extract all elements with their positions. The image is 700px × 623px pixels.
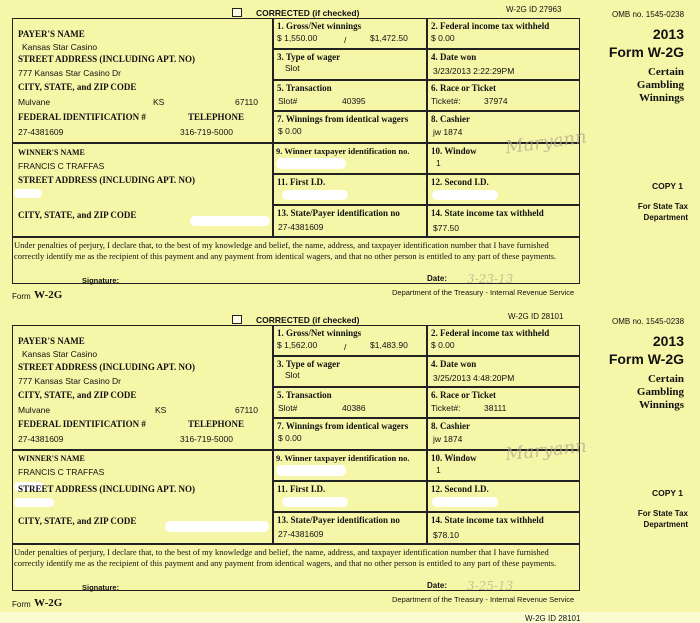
box-1-net: $1,472.50 bbox=[370, 33, 408, 43]
payer-street: 777 Kansas Star Casino Dr bbox=[18, 68, 121, 78]
box-7-label: 7. Winnings from identical wagers bbox=[277, 421, 409, 431]
box-2-label: 2. Federal income tax withheld bbox=[431, 21, 550, 31]
box-11-label: 11. First I.D. bbox=[277, 177, 326, 187]
bottom-form-id: W-2G ID 28101 bbox=[525, 614, 581, 623]
fed-id-label: FEDERAL IDENTIFICATION # bbox=[18, 419, 146, 429]
redaction bbox=[165, 521, 269, 532]
winner-name-label: WINNER'S NAME bbox=[18, 148, 85, 157]
payer-city-label: CITY, STATE, and ZIP CODE bbox=[18, 82, 137, 92]
box-12-label: 12. Second I.D. bbox=[431, 484, 489, 494]
form-id: W-2G ID 28101 bbox=[508, 312, 564, 321]
payer-name: Kansas Star Casino bbox=[22, 42, 98, 52]
form-subtitle-certain: Certain bbox=[647, 373, 684, 385]
box-1-label: 1. Gross/Net winnings bbox=[277, 328, 362, 338]
perjury-text: Under penalties of perjury, I declare that, to the best of my knowledge and belief, the name, address, and taxpayer identification number that I have furnished correctly identify me as the recipient of this payment and any payment from identical wagers, and that no other person is entitled to any part of these payments. bbox=[14, 547, 557, 568]
telephone-label: TELEPHONE bbox=[188, 419, 245, 429]
box-4-value: 3/23/2013 2:22:29PM bbox=[433, 66, 515, 76]
state-dept-label: For State Tax Department bbox=[637, 509, 688, 529]
box-1-gross: $ 1,562.00 bbox=[277, 340, 318, 350]
box-6-label: 6. Race or Ticket bbox=[431, 390, 496, 400]
payer-state: KS bbox=[155, 405, 167, 415]
payer-state: KS bbox=[153, 97, 165, 107]
box-10-label: 10. Window bbox=[431, 453, 477, 463]
copy-label: COPY 1 bbox=[652, 181, 684, 191]
box-14-label: 14. State income tax withheld bbox=[431, 515, 544, 525]
box-8-value: jw 1874 bbox=[433, 127, 463, 137]
tax-year: 2013 bbox=[652, 26, 684, 42]
winner-name: FRANCIS C TRAFFAS bbox=[18, 467, 105, 477]
box-8-value: jw 1874 bbox=[433, 434, 463, 444]
redaction bbox=[190, 216, 270, 226]
box-7-value: $ 0.00 bbox=[278, 126, 302, 136]
w2g-form-2 bbox=[0, 306, 700, 612]
form-subtitle-winnings: Winnings bbox=[638, 399, 684, 411]
box-1-sep: / bbox=[344, 35, 347, 45]
box-3-value: Slot bbox=[285, 63, 300, 73]
telephone-label: TELEPHONE bbox=[188, 112, 245, 122]
redaction bbox=[282, 190, 348, 200]
payer-city-label: CITY, STATE, and ZIP CODE bbox=[18, 390, 137, 400]
redaction bbox=[276, 158, 346, 169]
winner-street-label: STREET ADDRESS (INCLUDING APT. NO) bbox=[18, 484, 195, 494]
date-label: Date: bbox=[427, 581, 448, 590]
payer-zip: 67110 bbox=[235, 405, 259, 415]
corrected-label: CORRECTED (if checked) bbox=[256, 8, 360, 18]
box-1-net: $1,483.90 bbox=[370, 340, 408, 350]
box-4-label: 4. Date won bbox=[431, 359, 477, 369]
footer-form-label: Form bbox=[12, 600, 31, 609]
signature-label: Signature: bbox=[82, 583, 120, 592]
tax-year: 2013 bbox=[652, 333, 684, 349]
box-3-value: Slot bbox=[285, 370, 300, 380]
payer-city: Mulvane bbox=[18, 97, 51, 107]
winner-street-label: STREET ADDRESS (INCLUDING APT. NO) bbox=[18, 175, 195, 185]
box-10-value: 1 bbox=[436, 465, 441, 475]
payer-name: Kansas Star Casino bbox=[22, 349, 98, 359]
box-3-label: 3. Type of wager bbox=[277, 52, 341, 62]
box-10-label: 10. Window bbox=[431, 146, 477, 156]
box-2-value: $ 0.00 bbox=[431, 33, 455, 43]
box-2-value: $ 0.00 bbox=[431, 340, 455, 350]
redaction bbox=[14, 498, 54, 507]
redaction bbox=[14, 189, 42, 198]
box-6-prefix: Ticket#: bbox=[431, 403, 461, 413]
handwritten-date: 3-23-13 bbox=[467, 272, 514, 286]
box-9-label: 9. Winner taxpayer identification no. bbox=[276, 146, 410, 156]
winner-name: FRANCIS C TRAFFAS bbox=[18, 161, 105, 171]
box-8-label: 8. Cashier bbox=[431, 421, 470, 431]
form-subtitle-certain: Certain bbox=[647, 66, 684, 78]
payer-street-label: STREET ADDRESS (INCLUDING APT. NO) bbox=[18, 362, 195, 372]
box-5-label: 5. Transaction bbox=[277, 390, 332, 400]
telephone: 316-719-5000 bbox=[180, 127, 233, 137]
telephone: 316-719-5000 bbox=[180, 434, 233, 444]
form-title: Form W-2G bbox=[608, 351, 684, 367]
box-14-value: $78.10 bbox=[433, 530, 459, 540]
omb-number: OMB no. 1545-0238 bbox=[612, 10, 685, 19]
fed-id: 27-4381609 bbox=[18, 434, 64, 444]
handwritten-signature: Maryann bbox=[504, 435, 588, 466]
box-14-label: 14. State income tax withheld bbox=[431, 208, 544, 218]
winner-city-label: CITY, STATE, and ZIP CODE bbox=[18, 210, 137, 220]
perjury-text: Under penalties of perjury, I declare that, to the best of my knowledge and belief, the name, address, and taxpayer identification number that I have furnished correctly identify me as the recipient of this payment and any payment from identical wagers, and that no other person is entitled to any part of these payments. bbox=[14, 240, 557, 261]
corrected-label: CORRECTED (if checked) bbox=[256, 315, 360, 325]
box-12-label: 12. Second I.D. bbox=[431, 177, 489, 187]
treasury-label: Department of the Treasury - Internal Revenue Service bbox=[392, 595, 575, 604]
payer-name-label: PAYER'S NAME bbox=[18, 336, 85, 346]
form-subtitle-gambling: Gambling bbox=[636, 386, 684, 398]
box-4-value: 3/25/2013 4:48:20PM bbox=[433, 373, 515, 383]
form-id: W-2G ID 27963 bbox=[506, 5, 562, 14]
handwritten-date: 3-25-13 bbox=[467, 579, 514, 593]
box-6-label: 6. Race or Ticket bbox=[431, 83, 496, 93]
box-7-value: $ 0.00 bbox=[278, 433, 302, 443]
box-4-label: 4. Date won bbox=[431, 52, 477, 62]
box-1-label: 1. Gross/Net winnings bbox=[277, 21, 362, 31]
box-5-label: 5. Transaction bbox=[277, 83, 332, 93]
date-label: Date: bbox=[427, 274, 448, 283]
treasury-label: Department of the Treasury - Internal Revenue Service bbox=[392, 288, 575, 297]
box-5-prefix: Slot# bbox=[278, 403, 298, 413]
box-10-value: 1 bbox=[436, 158, 441, 168]
redaction bbox=[432, 190, 498, 200]
box-13-label: 13. State/Payer identification no bbox=[277, 515, 400, 525]
box-5-value: 40386 bbox=[342, 403, 366, 413]
payer-zip: 67110 bbox=[235, 97, 259, 107]
box-11-label: 11. First I.D. bbox=[277, 484, 326, 494]
winner-name-label: WINNER'S NAME bbox=[18, 454, 85, 463]
redaction bbox=[276, 465, 346, 476]
box-13-value: 27-4381609 bbox=[278, 222, 324, 232]
omb-number: OMB no. 1545-0238 bbox=[612, 317, 685, 326]
box-2-label: 2. Federal income tax withheld bbox=[431, 328, 550, 338]
footer-w2g: W-2G bbox=[34, 597, 63, 609]
box-1-gross: $ 1,550.00 bbox=[277, 33, 318, 43]
box-5-value: 40395 bbox=[342, 96, 366, 106]
box-3-label: 3. Type of wager bbox=[277, 359, 341, 369]
box-13-value: 27-4381609 bbox=[278, 529, 324, 539]
box-1-sep: / bbox=[344, 342, 347, 352]
box-14-value: $77.50 bbox=[433, 223, 459, 233]
box-9-label: 9. Winner taxpayer identification no. bbox=[276, 453, 410, 463]
fed-id: 27-4381609 bbox=[18, 127, 64, 137]
box-6-value: 38111 bbox=[484, 403, 507, 413]
w2g-form-1 bbox=[0, 0, 700, 306]
payer-city: Mulvane bbox=[18, 405, 51, 415]
winner-city-label: CITY, STATE, and ZIP CODE bbox=[18, 516, 137, 526]
signature-label: Signature: bbox=[82, 276, 120, 285]
box-7-label: 7. Winnings from identical wagers bbox=[277, 114, 409, 124]
form-title: Form W-2G bbox=[608, 44, 684, 60]
redaction bbox=[282, 497, 348, 507]
corrected-checkbox[interactable] bbox=[232, 8, 242, 17]
payer-street-label: STREET ADDRESS (INCLUDING APT. NO) bbox=[18, 54, 195, 64]
form-subtitle-gambling: Gambling bbox=[636, 79, 684, 91]
copy-label: COPY 1 bbox=[652, 488, 684, 498]
box-5-prefix: Slot# bbox=[278, 96, 298, 106]
state-dept-label: For State Tax Department bbox=[637, 202, 688, 222]
box-6-prefix: Ticket#: bbox=[431, 96, 461, 106]
payer-name-label: PAYER'S NAME bbox=[18, 29, 85, 39]
handwritten-signature: Maryann bbox=[503, 126, 588, 159]
payer-street: 777 Kansas Star Casino Dr bbox=[18, 376, 121, 386]
corrected-checkbox[interactable] bbox=[232, 315, 242, 324]
fed-id-label: FEDERAL IDENTIFICATION # bbox=[18, 112, 146, 122]
redaction bbox=[432, 497, 498, 507]
footer-form-label: Form bbox=[12, 292, 31, 301]
form-subtitle-winnings: Winnings bbox=[638, 92, 684, 104]
box-13-label: 13. State/Payer identification no bbox=[277, 208, 400, 218]
box-8-label: 8. Cashier bbox=[431, 114, 470, 124]
footer-w2g: W-2G bbox=[34, 289, 63, 301]
box-6-value: 37974 bbox=[484, 96, 508, 106]
